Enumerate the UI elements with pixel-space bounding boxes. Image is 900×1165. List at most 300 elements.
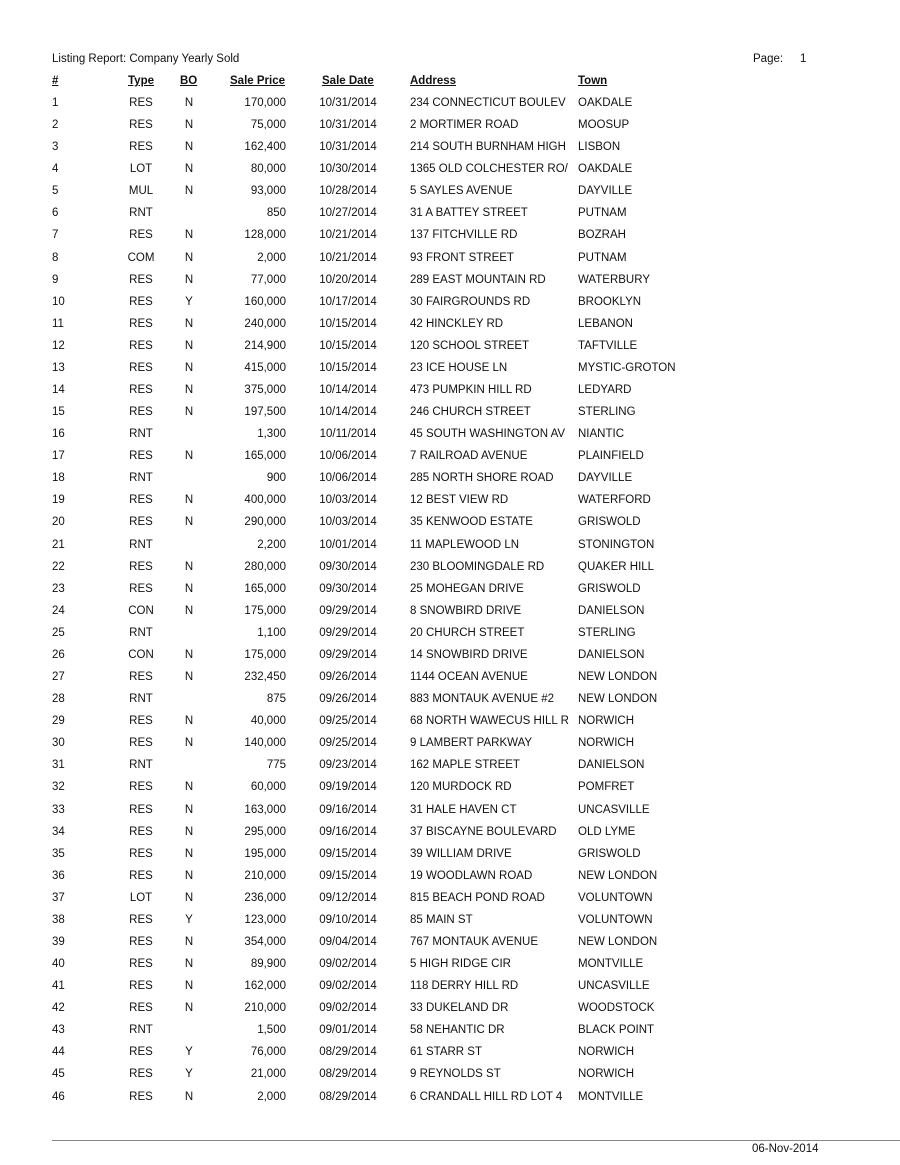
row-type: RNT bbox=[129, 1024, 153, 1037]
table-row bbox=[0, 737, 900, 759]
row-number: 11 bbox=[52, 317, 64, 330]
row-sale-price: 89,900 bbox=[250, 958, 286, 971]
row-sale-price: 170,000 bbox=[244, 97, 286, 109]
row-sale-date: 10/31/2014 bbox=[319, 119, 377, 132]
row-type: RES bbox=[129, 715, 153, 728]
row-address: 815 BEACH POND ROAD bbox=[410, 891, 545, 904]
row-sale-date: 09/29/2014 bbox=[319, 626, 377, 639]
row-sale-date: 09/02/2014 bbox=[319, 958, 377, 971]
row-town: NORWICH bbox=[578, 1046, 635, 1059]
row-number: 37 bbox=[52, 891, 65, 904]
row-town: PLAINFIELD bbox=[578, 450, 644, 463]
table-row bbox=[0, 693, 900, 715]
row-number: 44 bbox=[52, 1046, 65, 1059]
row-number: 24 bbox=[52, 604, 65, 617]
row-type: RNT bbox=[129, 472, 153, 485]
header-town: Town bbox=[578, 75, 608, 87]
row-town: NEW LONDON bbox=[578, 869, 658, 882]
row-sale-date: 10/15/2014 bbox=[319, 339, 377, 352]
row-bo: N bbox=[184, 958, 194, 971]
row-sale-date: 09/04/2014 bbox=[319, 935, 377, 948]
row-sale-price: 232,450 bbox=[244, 671, 286, 684]
row-number: 3 bbox=[52, 141, 59, 154]
table-row bbox=[0, 163, 900, 185]
row-town: QUAKER HILL bbox=[578, 560, 655, 573]
row-sale-price: 160,000 bbox=[244, 295, 286, 308]
row-address: 8 SNOWBIRD DRIVE bbox=[410, 604, 522, 617]
row-sale-price: 354,000 bbox=[244, 935, 286, 948]
row-bo: N bbox=[184, 450, 194, 463]
row-town: TAFTVILLE bbox=[578, 339, 638, 352]
row-bo: N bbox=[184, 406, 194, 419]
row-address: 118 DERRY HILL RD bbox=[410, 980, 519, 993]
row-sale-price: 93,000 bbox=[250, 185, 286, 198]
row-sale-price: 165,000 bbox=[244, 450, 286, 463]
row-sale-date: 10/15/2014 bbox=[319, 317, 377, 330]
row-type: CON bbox=[128, 648, 154, 661]
row-town: LEBANON bbox=[578, 317, 633, 330]
table-row bbox=[0, 406, 900, 428]
row-sale-date: 09/30/2014 bbox=[319, 582, 377, 595]
table-row bbox=[0, 980, 900, 1002]
row-bo: N bbox=[184, 1090, 194, 1103]
row-sale-price: 60,000 bbox=[250, 781, 286, 794]
row-bo: Y bbox=[185, 295, 193, 308]
row-number: 26 bbox=[52, 648, 65, 661]
row-town: GRISWOLD bbox=[578, 582, 641, 595]
row-address: 85 MAIN ST bbox=[410, 913, 473, 926]
table-row bbox=[0, 252, 900, 274]
row-address: 234 CONNECTICUT BOULEV bbox=[410, 97, 566, 109]
row-town: NORWICH bbox=[578, 1068, 635, 1081]
row-bo: N bbox=[184, 229, 194, 242]
row-number: 18 bbox=[52, 472, 65, 485]
row-number: 25 bbox=[52, 626, 65, 639]
row-bo: N bbox=[184, 671, 194, 684]
row-town: DANIELSON bbox=[578, 648, 645, 661]
row-number: 38 bbox=[52, 913, 65, 926]
row-town: STONINGTON bbox=[578, 538, 655, 551]
row-town: OAKDALE bbox=[578, 97, 633, 109]
header-type: Type bbox=[128, 75, 154, 87]
row-type: RES bbox=[129, 1046, 153, 1059]
row-type: RES bbox=[129, 781, 153, 794]
row-town: LISBON bbox=[578, 141, 621, 154]
row-address: 120 SCHOOL STREET bbox=[410, 339, 530, 352]
row-number: 16 bbox=[52, 428, 65, 441]
row-sale-price: 2,000 bbox=[257, 1090, 286, 1103]
row-sale-price: 197,500 bbox=[244, 406, 286, 419]
row-address: 285 NORTH SHORE ROAD bbox=[410, 472, 554, 485]
table-row bbox=[0, 671, 900, 693]
row-town: MONTVILLE bbox=[578, 958, 644, 971]
row-sale-price: 295,000 bbox=[244, 825, 286, 838]
row-number: 17 bbox=[52, 450, 65, 463]
row-type: RES bbox=[129, 339, 153, 352]
row-address: 39 WILLIAM DRIVE bbox=[410, 847, 512, 860]
row-address: 35 KENWOOD ESTATE bbox=[410, 516, 533, 529]
table-row bbox=[0, 715, 900, 737]
row-sale-price: 240,000 bbox=[244, 317, 286, 330]
table-row bbox=[0, 914, 900, 936]
row-town: NORWICH bbox=[578, 737, 635, 750]
row-sale-date: 09/19/2014 bbox=[319, 781, 377, 794]
row-number: 33 bbox=[52, 803, 65, 816]
row-sale-price: 77,000 bbox=[250, 273, 286, 286]
row-bo: N bbox=[184, 582, 194, 595]
row-bo: N bbox=[184, 891, 194, 904]
row-type: RES bbox=[129, 1002, 153, 1015]
row-type: RES bbox=[129, 737, 153, 750]
row-bo: N bbox=[184, 648, 194, 661]
row-address: 1365 OLD COLCHESTER RO/ bbox=[410, 163, 568, 176]
row-address: 5 HIGH RIDGE CIR bbox=[410, 958, 511, 971]
row-town: NORWICH bbox=[578, 715, 635, 728]
row-town: DAYVILLE bbox=[578, 472, 633, 485]
table-row bbox=[0, 141, 900, 163]
row-sale-date: 09/16/2014 bbox=[319, 803, 377, 816]
row-sale-price: 214,900 bbox=[244, 339, 286, 352]
row-address: 61 STARR ST bbox=[410, 1046, 482, 1059]
row-town: GRISWOLD bbox=[578, 516, 641, 529]
table-row bbox=[0, 274, 900, 296]
row-bo: Y bbox=[185, 1068, 193, 1081]
row-number: 2 bbox=[52, 119, 59, 132]
row-type: RES bbox=[129, 229, 153, 242]
row-sale-price: 415,000 bbox=[244, 361, 286, 374]
row-address: 230 BLOOMINGDALE RD bbox=[410, 560, 545, 573]
row-number: 32 bbox=[52, 781, 65, 794]
row-address: 37 BISCAYNE BOULEVARD bbox=[410, 825, 557, 838]
row-sale-date: 10/03/2014 bbox=[319, 516, 377, 529]
row-address: 5 SAYLES AVENUE bbox=[410, 185, 513, 198]
row-number: 39 bbox=[52, 935, 65, 948]
row-sale-price: 210,000 bbox=[244, 869, 286, 882]
row-address: 162 MAPLE STREET bbox=[410, 759, 520, 772]
row-address: 45 SOUTH WASHINGTON AV bbox=[410, 428, 566, 441]
row-number: 31 bbox=[52, 759, 65, 772]
row-town: BOZRAH bbox=[578, 229, 626, 242]
row-town: DANIELSON bbox=[578, 604, 645, 617]
row-bo: N bbox=[184, 847, 194, 860]
row-sale-price: 80,000 bbox=[250, 163, 286, 176]
row-town: PUTNAM bbox=[578, 207, 627, 220]
table-row bbox=[0, 892, 900, 914]
row-town: BROOKLYN bbox=[578, 295, 642, 308]
row-type: RES bbox=[129, 361, 153, 374]
row-address: 25 MOHEGAN DRIVE bbox=[410, 582, 524, 595]
header-sale-date: Sale Date bbox=[322, 75, 374, 87]
table-row bbox=[0, 1002, 900, 1024]
row-type: COM bbox=[127, 251, 155, 264]
table-row bbox=[0, 428, 900, 450]
row-address: 31 A BATTEY STREET bbox=[410, 207, 528, 220]
row-town: WATERBURY bbox=[578, 273, 650, 286]
row-sale-date: 10/01/2014 bbox=[319, 538, 377, 551]
row-town: UNCASVILLE bbox=[578, 803, 650, 816]
row-number: 22 bbox=[52, 560, 65, 573]
row-town: MOOSUP bbox=[578, 119, 630, 132]
row-type: RES bbox=[129, 847, 153, 860]
row-number: 19 bbox=[52, 494, 65, 507]
table-row bbox=[0, 1024, 900, 1046]
row-number: 34 bbox=[52, 825, 65, 838]
row-town: NIANTIC bbox=[578, 428, 624, 441]
row-address: 19 WOODLAWN ROAD bbox=[410, 869, 533, 882]
table-row bbox=[0, 781, 900, 803]
row-sale-price: 165,000 bbox=[244, 582, 286, 595]
row-type: RNT bbox=[129, 759, 153, 772]
row-sale-price: 163,000 bbox=[244, 803, 286, 816]
row-bo: N bbox=[184, 384, 194, 397]
row-sale-price: 2,000 bbox=[257, 251, 286, 264]
row-number: 45 bbox=[52, 1068, 65, 1081]
row-bo: N bbox=[184, 273, 194, 286]
table-row bbox=[0, 561, 900, 583]
row-sale-date: 09/10/2014 bbox=[319, 913, 377, 926]
row-bo: Y bbox=[185, 1046, 193, 1059]
row-type: RES bbox=[129, 980, 153, 993]
page-label: Page: bbox=[753, 53, 784, 65]
row-sale-price: 123,000 bbox=[244, 913, 286, 926]
footer-divider bbox=[52, 1140, 900, 1141]
row-sale-price: 128,000 bbox=[244, 229, 286, 242]
row-address: 9 LAMBERT PARKWAY bbox=[410, 737, 533, 750]
row-type: RES bbox=[129, 1090, 153, 1103]
row-town: NEW LONDON bbox=[578, 935, 658, 948]
row-type: RES bbox=[129, 582, 153, 595]
row-number: 10 bbox=[52, 295, 65, 308]
row-address: 68 NORTH WAWECUS HILL R bbox=[410, 715, 569, 728]
row-sale-date: 09/12/2014 bbox=[319, 891, 377, 904]
row-sale-date: 09/15/2014 bbox=[319, 847, 377, 860]
row-sale-date: 10/14/2014 bbox=[319, 384, 377, 397]
row-type: RES bbox=[129, 384, 153, 397]
row-sale-price: 875 bbox=[266, 693, 286, 706]
row-number: 21 bbox=[52, 538, 65, 551]
row-address: 7 RAILROAD AVENUE bbox=[410, 450, 528, 463]
row-address: 289 EAST MOUNTAIN RD bbox=[410, 273, 546, 286]
row-address: 120 MURDOCK RD bbox=[410, 781, 512, 794]
row-sale-date: 10/14/2014 bbox=[319, 406, 377, 419]
row-type: RES bbox=[129, 825, 153, 838]
row-bo: N bbox=[184, 494, 194, 507]
row-number: 36 bbox=[52, 869, 65, 882]
row-type: RES bbox=[129, 958, 153, 971]
row-sale-date: 10/21/2014 bbox=[319, 229, 377, 242]
row-address: 473 PUMPKIN HILL RD bbox=[410, 384, 532, 397]
row-bo: N bbox=[184, 560, 194, 573]
row-sale-date: 09/16/2014 bbox=[319, 825, 377, 838]
row-type: RES bbox=[129, 516, 153, 529]
row-bo: N bbox=[184, 715, 194, 728]
table-row bbox=[0, 516, 900, 538]
row-bo: N bbox=[184, 869, 194, 882]
row-sale-date: 10/31/2014 bbox=[319, 141, 377, 154]
row-sale-date: 10/20/2014 bbox=[319, 273, 377, 286]
row-type: RES bbox=[129, 141, 153, 154]
row-sale-date: 09/01/2014 bbox=[319, 1024, 377, 1037]
page-number: 1 bbox=[800, 53, 807, 65]
row-sale-price: 1,100 bbox=[257, 626, 286, 639]
row-sale-date: 10/27/2014 bbox=[319, 207, 377, 220]
table-row bbox=[0, 450, 900, 472]
row-type: RES bbox=[129, 273, 153, 286]
row-type: RNT bbox=[129, 538, 153, 551]
row-address: 214 SOUTH BURNHAM HIGH bbox=[410, 141, 566, 154]
row-number: 46 bbox=[52, 1090, 65, 1103]
row-type: CON bbox=[128, 604, 154, 617]
row-town: POMFRET bbox=[578, 781, 635, 794]
row-number: 27 bbox=[52, 671, 65, 684]
row-number: 14 bbox=[52, 384, 65, 397]
row-type: RES bbox=[129, 671, 153, 684]
row-town: VOLUNTOWN bbox=[578, 913, 653, 926]
row-address: 93 FRONT STREET bbox=[410, 251, 514, 264]
table-row bbox=[0, 296, 900, 318]
row-bo: N bbox=[184, 97, 194, 109]
row-address: 1144 OCEAN AVENUE bbox=[410, 671, 528, 684]
row-sale-price: 140,000 bbox=[244, 737, 286, 750]
row-type: RNT bbox=[129, 207, 153, 220]
row-sale-date: 10/21/2014 bbox=[319, 251, 377, 264]
row-address: 883 MONTAUK AVENUE #2 bbox=[410, 693, 555, 706]
row-type: RES bbox=[129, 317, 153, 330]
row-sale-price: 1,300 bbox=[257, 428, 286, 441]
row-type: RES bbox=[129, 869, 153, 882]
row-number: 28 bbox=[52, 693, 65, 706]
row-bo: N bbox=[184, 1002, 194, 1015]
table-row bbox=[0, 870, 900, 892]
row-address: 9 REYNOLDS ST bbox=[410, 1068, 501, 1081]
row-number: 1 bbox=[52, 97, 59, 109]
row-address: 58 NEHANTIC DR bbox=[410, 1024, 505, 1037]
row-town: NEW LONDON bbox=[578, 693, 658, 706]
row-address: 31 HALE HAVEN CT bbox=[410, 803, 517, 816]
row-address: 14 SNOWBIRD DRIVE bbox=[410, 648, 528, 661]
row-bo: N bbox=[184, 119, 194, 132]
row-type: RES bbox=[129, 295, 153, 308]
row-address: 33 DUKELAND DR bbox=[410, 1002, 509, 1015]
row-town: WOODSTOCK bbox=[578, 1002, 655, 1015]
table-row bbox=[0, 340, 900, 362]
table-row bbox=[0, 229, 900, 251]
row-bo: N bbox=[184, 361, 194, 374]
row-address: 6 CRANDALL HILL RD LOT 4 bbox=[410, 1090, 563, 1103]
row-bo: N bbox=[184, 516, 194, 529]
row-number: 20 bbox=[52, 516, 65, 529]
header-sale-price: Sale Price bbox=[230, 75, 285, 87]
row-sale-date: 10/03/2014 bbox=[319, 494, 377, 507]
table-row bbox=[0, 958, 900, 980]
row-address: 2 MORTIMER ROAD bbox=[410, 119, 519, 132]
row-number: 30 bbox=[52, 737, 65, 750]
table-row bbox=[0, 826, 900, 848]
row-sale-price: 175,000 bbox=[244, 648, 286, 661]
row-town: UNCASVILLE bbox=[578, 980, 650, 993]
row-sale-date: 10/15/2014 bbox=[319, 361, 377, 374]
row-town: DANIELSON bbox=[578, 759, 645, 772]
row-sale-date: 09/26/2014 bbox=[319, 693, 377, 706]
row-sale-date: 10/31/2014 bbox=[319, 97, 377, 109]
row-bo: N bbox=[184, 163, 194, 176]
table-row bbox=[0, 1091, 900, 1113]
header-bo: BO bbox=[180, 75, 198, 87]
row-type: RES bbox=[129, 803, 153, 816]
table-row bbox=[0, 649, 900, 671]
listing-table bbox=[0, 97, 900, 1113]
table-row bbox=[0, 627, 900, 649]
row-sale-price: 375,000 bbox=[244, 384, 286, 397]
row-sale-date: 10/11/2014 bbox=[319, 428, 377, 441]
table-header bbox=[0, 75, 900, 91]
row-bo: N bbox=[184, 980, 194, 993]
row-bo: N bbox=[184, 185, 194, 198]
row-sale-date: 09/30/2014 bbox=[319, 560, 377, 573]
table-row bbox=[0, 207, 900, 229]
row-sale-date: 10/06/2014 bbox=[319, 450, 377, 463]
row-address: 246 CHURCH STREET bbox=[410, 406, 531, 419]
row-bo: N bbox=[184, 781, 194, 794]
header-address: Address bbox=[410, 75, 457, 87]
row-address: 767 MONTAUK AVENUE bbox=[410, 935, 539, 948]
row-type: MUL bbox=[128, 185, 154, 198]
row-town: STERLING bbox=[578, 406, 636, 419]
row-type: RES bbox=[129, 935, 153, 948]
table-row bbox=[0, 119, 900, 141]
row-number: 12 bbox=[52, 339, 65, 352]
footer-date: 06-Nov-2014 bbox=[752, 1143, 819, 1155]
row-sale-date: 08/29/2014 bbox=[319, 1090, 377, 1103]
table-row bbox=[0, 362, 900, 384]
row-number: 41 bbox=[52, 980, 65, 993]
row-number: 9 bbox=[52, 273, 59, 286]
row-type: LOT bbox=[129, 163, 153, 176]
row-sale-date: 10/30/2014 bbox=[319, 163, 377, 176]
row-number: 13 bbox=[52, 361, 65, 374]
row-town: OLD LYME bbox=[578, 825, 636, 838]
table-row bbox=[0, 472, 900, 494]
row-sale-price: 900 bbox=[266, 472, 286, 485]
row-bo: N bbox=[184, 825, 194, 838]
row-number: 35 bbox=[52, 847, 65, 860]
row-sale-date: 09/02/2014 bbox=[319, 980, 377, 993]
row-sale-price: 76,000 bbox=[250, 1046, 286, 1059]
row-type: RES bbox=[129, 119, 153, 132]
row-bo: N bbox=[184, 251, 194, 264]
row-bo: N bbox=[184, 935, 194, 948]
row-type: RES bbox=[129, 97, 153, 109]
row-sale-date: 09/29/2014 bbox=[319, 648, 377, 661]
row-number: 8 bbox=[52, 251, 59, 264]
row-sale-price: 162,400 bbox=[244, 141, 286, 154]
row-sale-date: 09/26/2014 bbox=[319, 671, 377, 684]
row-sale-date: 09/15/2014 bbox=[319, 869, 377, 882]
table-row bbox=[0, 936, 900, 958]
row-sale-date: 10/17/2014 bbox=[319, 295, 377, 308]
row-sale-date: 09/23/2014 bbox=[319, 759, 377, 772]
row-address: 23 ICE HOUSE LN bbox=[410, 361, 508, 374]
row-address: 12 BEST VIEW RD bbox=[410, 494, 509, 507]
row-type: RES bbox=[129, 494, 153, 507]
report-title: Listing Report: Company Yearly Sold bbox=[52, 53, 240, 65]
row-type: RES bbox=[129, 560, 153, 573]
row-town: BLACK POINT bbox=[578, 1024, 655, 1037]
row-number: 4 bbox=[52, 163, 59, 176]
row-sale-price: 1,500 bbox=[257, 1024, 286, 1037]
table-row bbox=[0, 384, 900, 406]
row-sale-price: 236,000 bbox=[244, 891, 286, 904]
